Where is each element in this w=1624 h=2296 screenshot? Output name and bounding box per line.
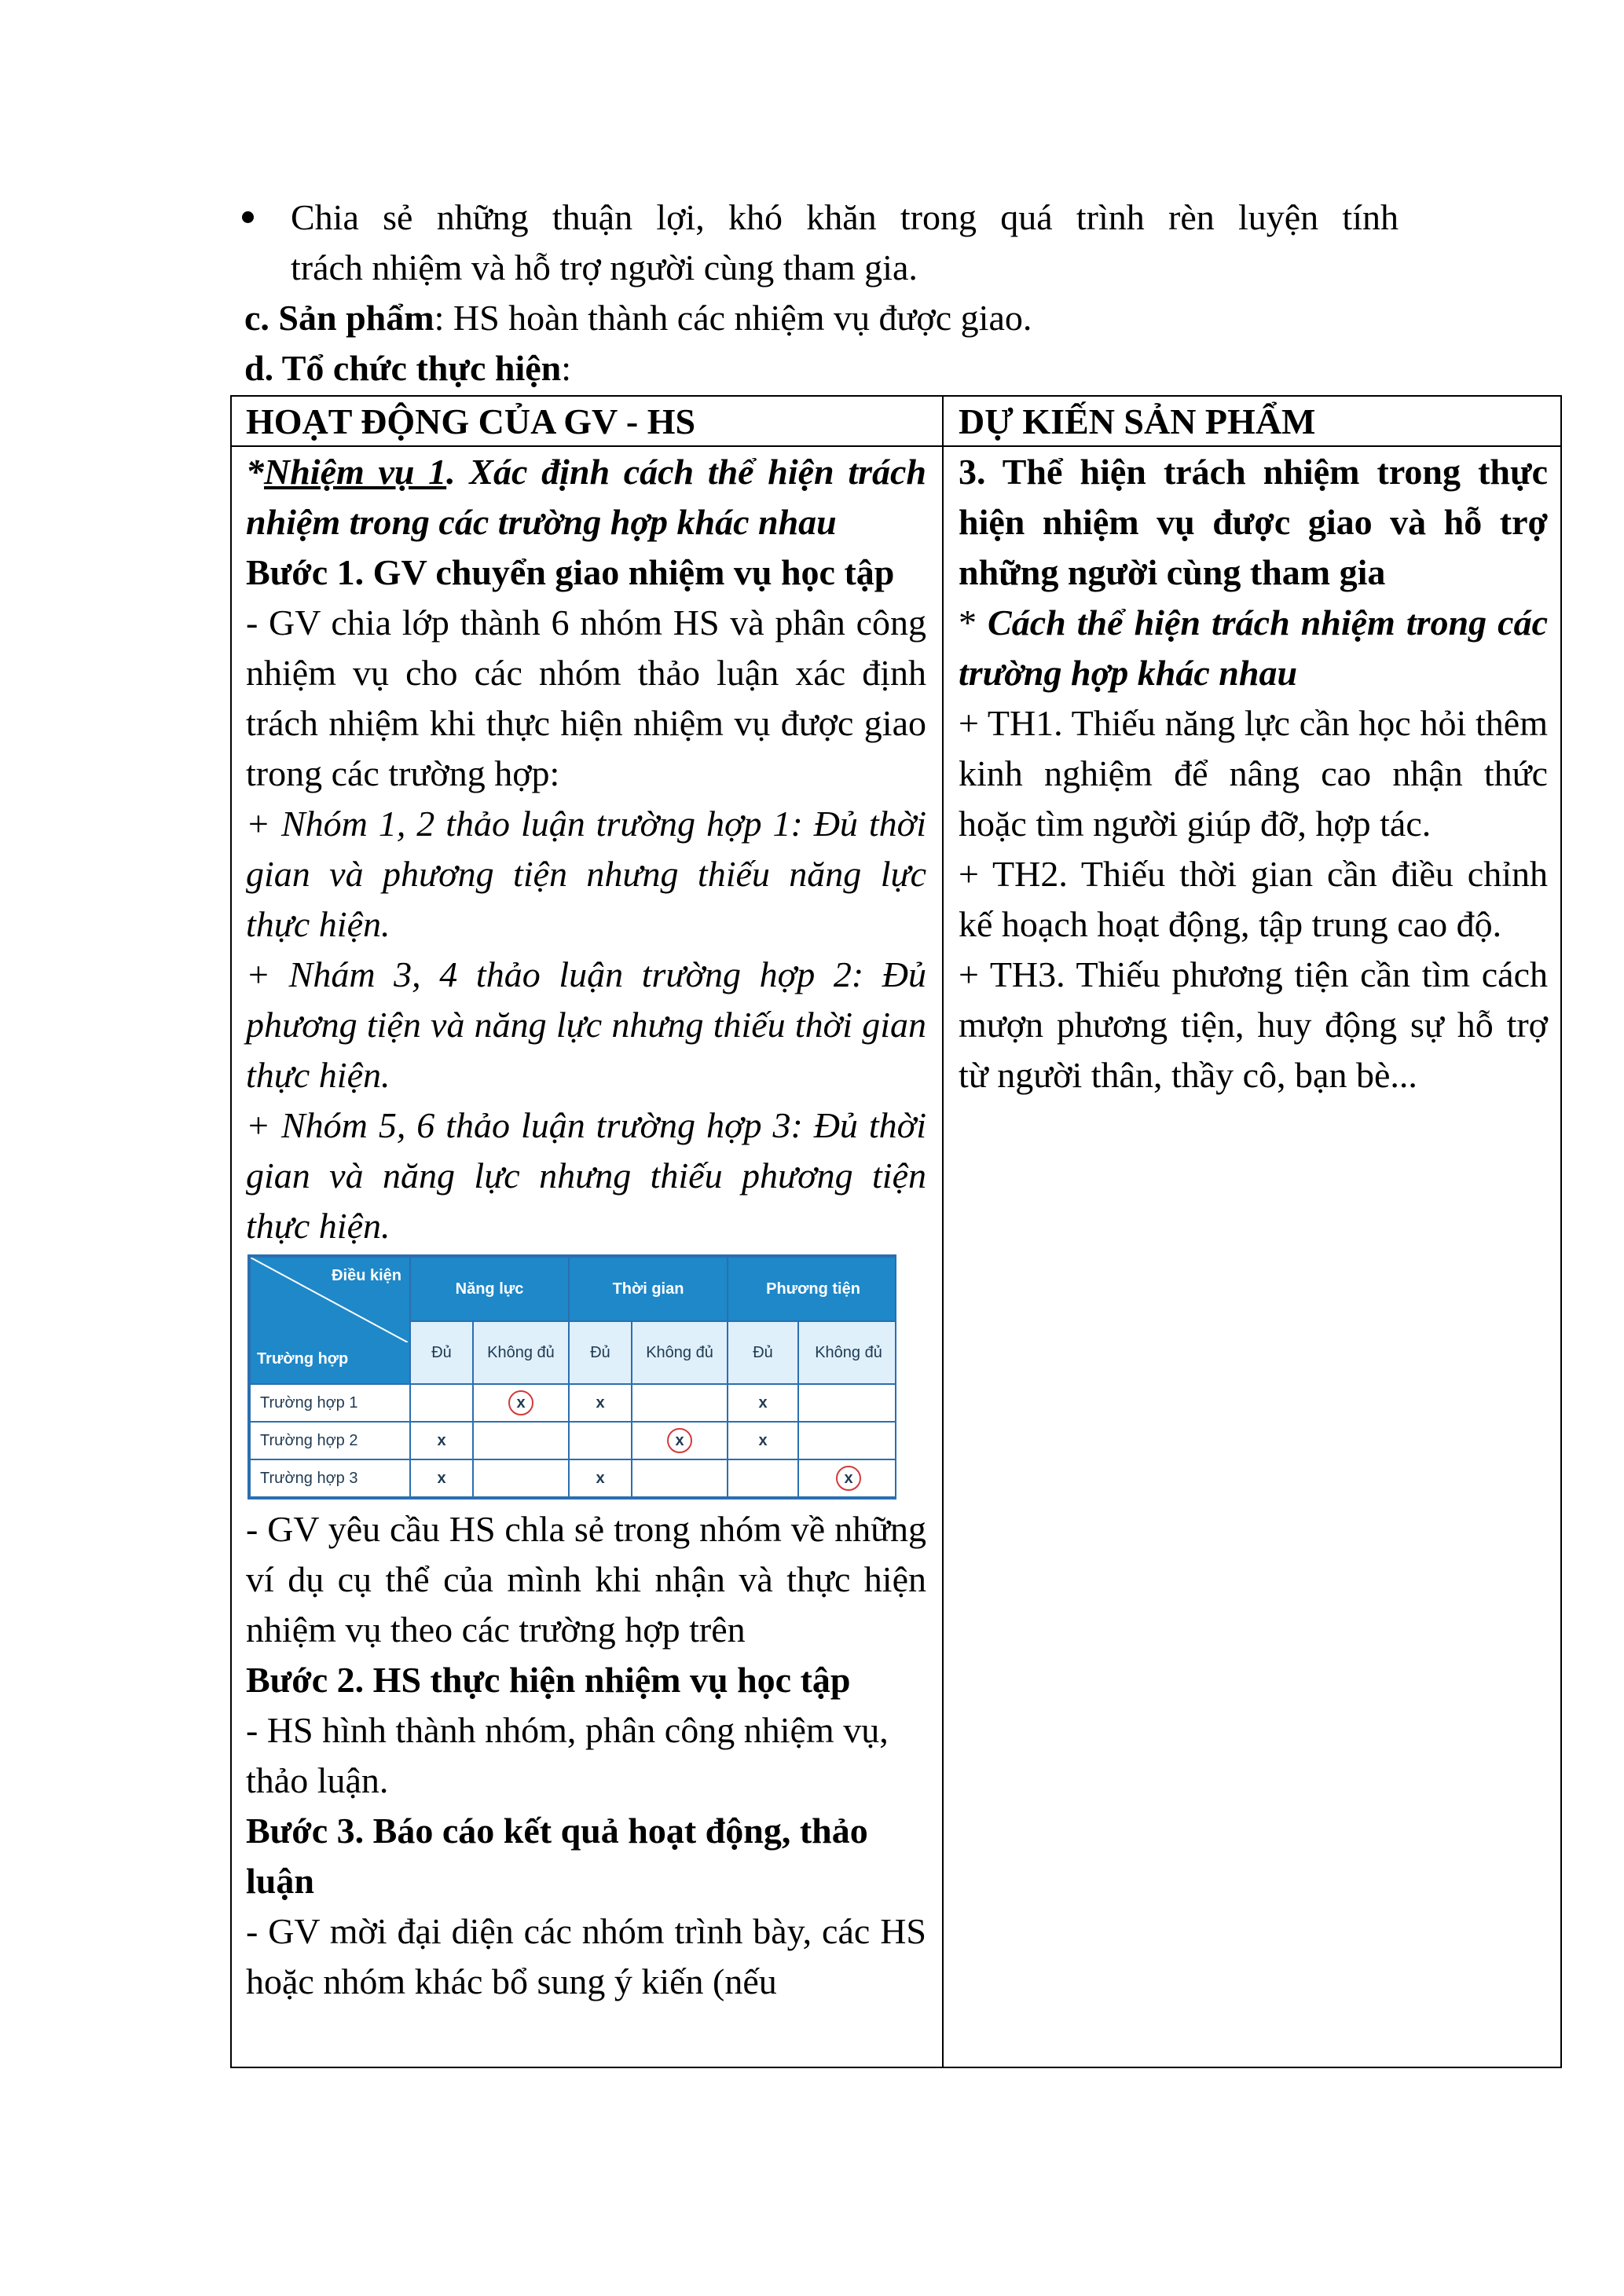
case-1: + Nhóm 1, 2 thảo luận trường hợp 1: Đủ thời gian và phương tiện nhưng thiếu năng lực thực hiện. [246,804,926,944]
step-3-heading: Bước 3. Báo cáo kết quả hoạt động, thảo luận [246,1811,868,1901]
circled-mark-icon: x [667,1428,692,1453]
bullet-dot-icon [242,211,254,223]
sub-header: Không đủ [632,1321,728,1383]
figure-cell: x [410,1459,473,1497]
figure-cell [473,1422,569,1459]
task-heading: *Nhiệm vụ 1. Xác định cách thể hiện trách nhiệm trong các trường hợp khác nhau [246,452,926,542]
sub-header: Không đủ [473,1321,569,1383]
step-1-text: - GV chia lớp thành 6 nhóm HS và phân công nhiệm vụ cho các nhóm thảo luận xác định trách nhiệm khi thực hiện nhiệm vụ được giao trong các trường hợp: [246,602,926,793]
figure-cell [410,1384,473,1422]
product-th1: + TH1. Thiếu năng lực cần học hỏi thêm kinh nghiệm để nâng cao nhận thức hoặc tìm người giúp đỡ, hợp tác. [959,703,1548,844]
product-subheading: * Cách thể hiện trách nhiệm trong các trường hợp khác nhau [959,602,1549,693]
figure-row [250,1384,896,1422]
group-header: Năng lực [410,1257,569,1321]
step-2-text: - HS hình thành nhóm, phân công nhiệm vụ, thảo luận. [246,1710,889,1800]
figure-row [250,1422,896,1459]
right-cell [959,447,1548,1100]
figure-corner [250,1257,410,1384]
product-heading: 3. Thể hiện trách nhiệm trong thực hiện nhiệm vụ được giao và hỗ trợ những người cùng tham gia [959,452,1548,592]
header-expected-products: DỰ KIẾN SẢN PHẨM [959,401,1316,441]
circled-mark-icon: x [508,1390,533,1415]
sub-header: Đủ [569,1321,632,1383]
figure-cell [728,1459,798,1497]
section-d-label: d. Tổ chức thực hiện [244,348,562,388]
figure-cell [632,1459,728,1497]
figure-row-label: Trường hợp 1 [250,1384,410,1422]
sub-header: Đủ [410,1321,473,1383]
sub-header: Đủ [728,1321,798,1383]
share-text: - GV yêu cầu HS chla sẻ trong nhóm về những ví dụ cụ thể của mình khi nhận và thực hiện nhiệm vụ theo các trường hợp trên [246,1509,926,1650]
figure-row [250,1459,896,1497]
activity-table [230,395,1562,2068]
group-header: Phương tiện [728,1257,896,1321]
figure-cell [632,1384,728,1422]
figure-cell [632,1422,728,1459]
product-th3: + TH3. Thiếu phương tiện cần tìm cách mượn phương tiện, huy động sự hỗ trợ từ người thân, thầy cô, bạn bè... [959,954,1548,1095]
figure-cell: x [410,1422,473,1459]
figure-cell: x [569,1384,632,1422]
section-c-label: c. Sản phẩm [244,298,434,338]
task-label: Nhiệm vụ 1 [264,452,447,492]
conditions-figure [247,1254,896,1500]
corner-top-label: Điều kiện [332,1267,401,1284]
bullet-item [291,192,1399,293]
task-title: . Xác định cách thể hiện trách nhiệm trong các trường hợp khác nhau [246,452,926,542]
product-th2: + TH2. Thiếu thời gian cần điều chỉnh kế hoạch hoạt động, tập trung cao độ. [959,854,1548,944]
conditions-table [249,1256,896,1498]
section-d-text: : [561,348,572,388]
section-d [244,343,571,394]
case-3: + Nhóm 5, 6 thảo luận trường hợp 3: Đủ thời gian và năng lực nhưng thiếu phương tiện thực hiện. [246,1105,926,1246]
figure-row-label: Trường hợp 3 [250,1459,410,1497]
figure-cell: x [728,1384,798,1422]
figure-cell [473,1384,569,1422]
section-c-text: : HS hoàn thành các nhiệm vụ được giao. [434,298,1032,338]
header-activities: HOẠT ĐỘNG CỦA GV - HS [246,401,696,441]
step-1-heading: Bước 1. GV chuyển giao nhiệm vụ học tập [246,552,895,592]
sub-header: Không đủ [798,1321,896,1383]
step-2-heading: Bước 2. HS thực hiện nhiệm vụ học tập [246,1660,851,1700]
step-3-text: - GV mời đại diện các nhóm trình bày, các HS hoặc nhóm khác bổ sung ý kiến (nếu [246,1911,926,2001]
figure-cell: x [569,1459,632,1497]
figure-cell [473,1459,569,1497]
circled-mark-icon: x [836,1466,861,1491]
bullet-line-1: Chia sẻ những thuận lợi, khó khăn trong quá trình rèn luyện tính [291,197,1399,237]
case-2: + Nhám 3, 4 thảo luận trường hợp 2: Đủ phương tiện và năng lực nhưng thiếu thời gian thực hiện. [246,954,926,1095]
bullet-line-2: trách nhiệm và hỗ trợ người cùng tham gia. [291,247,918,287]
figure-row-label: Trường hợp 2 [250,1422,410,1459]
column-divider [942,397,944,2067]
corner-bottom-label: Trường hợp [257,1349,349,1368]
figure-cell [798,1422,896,1459]
group-header: Thời gian [569,1257,728,1321]
figure-cell: x [728,1422,798,1459]
figure-cell [798,1459,896,1497]
figure-cell [569,1422,632,1459]
section-c [244,293,1032,343]
left-cell [246,447,926,2007]
figure-cell [798,1384,896,1422]
